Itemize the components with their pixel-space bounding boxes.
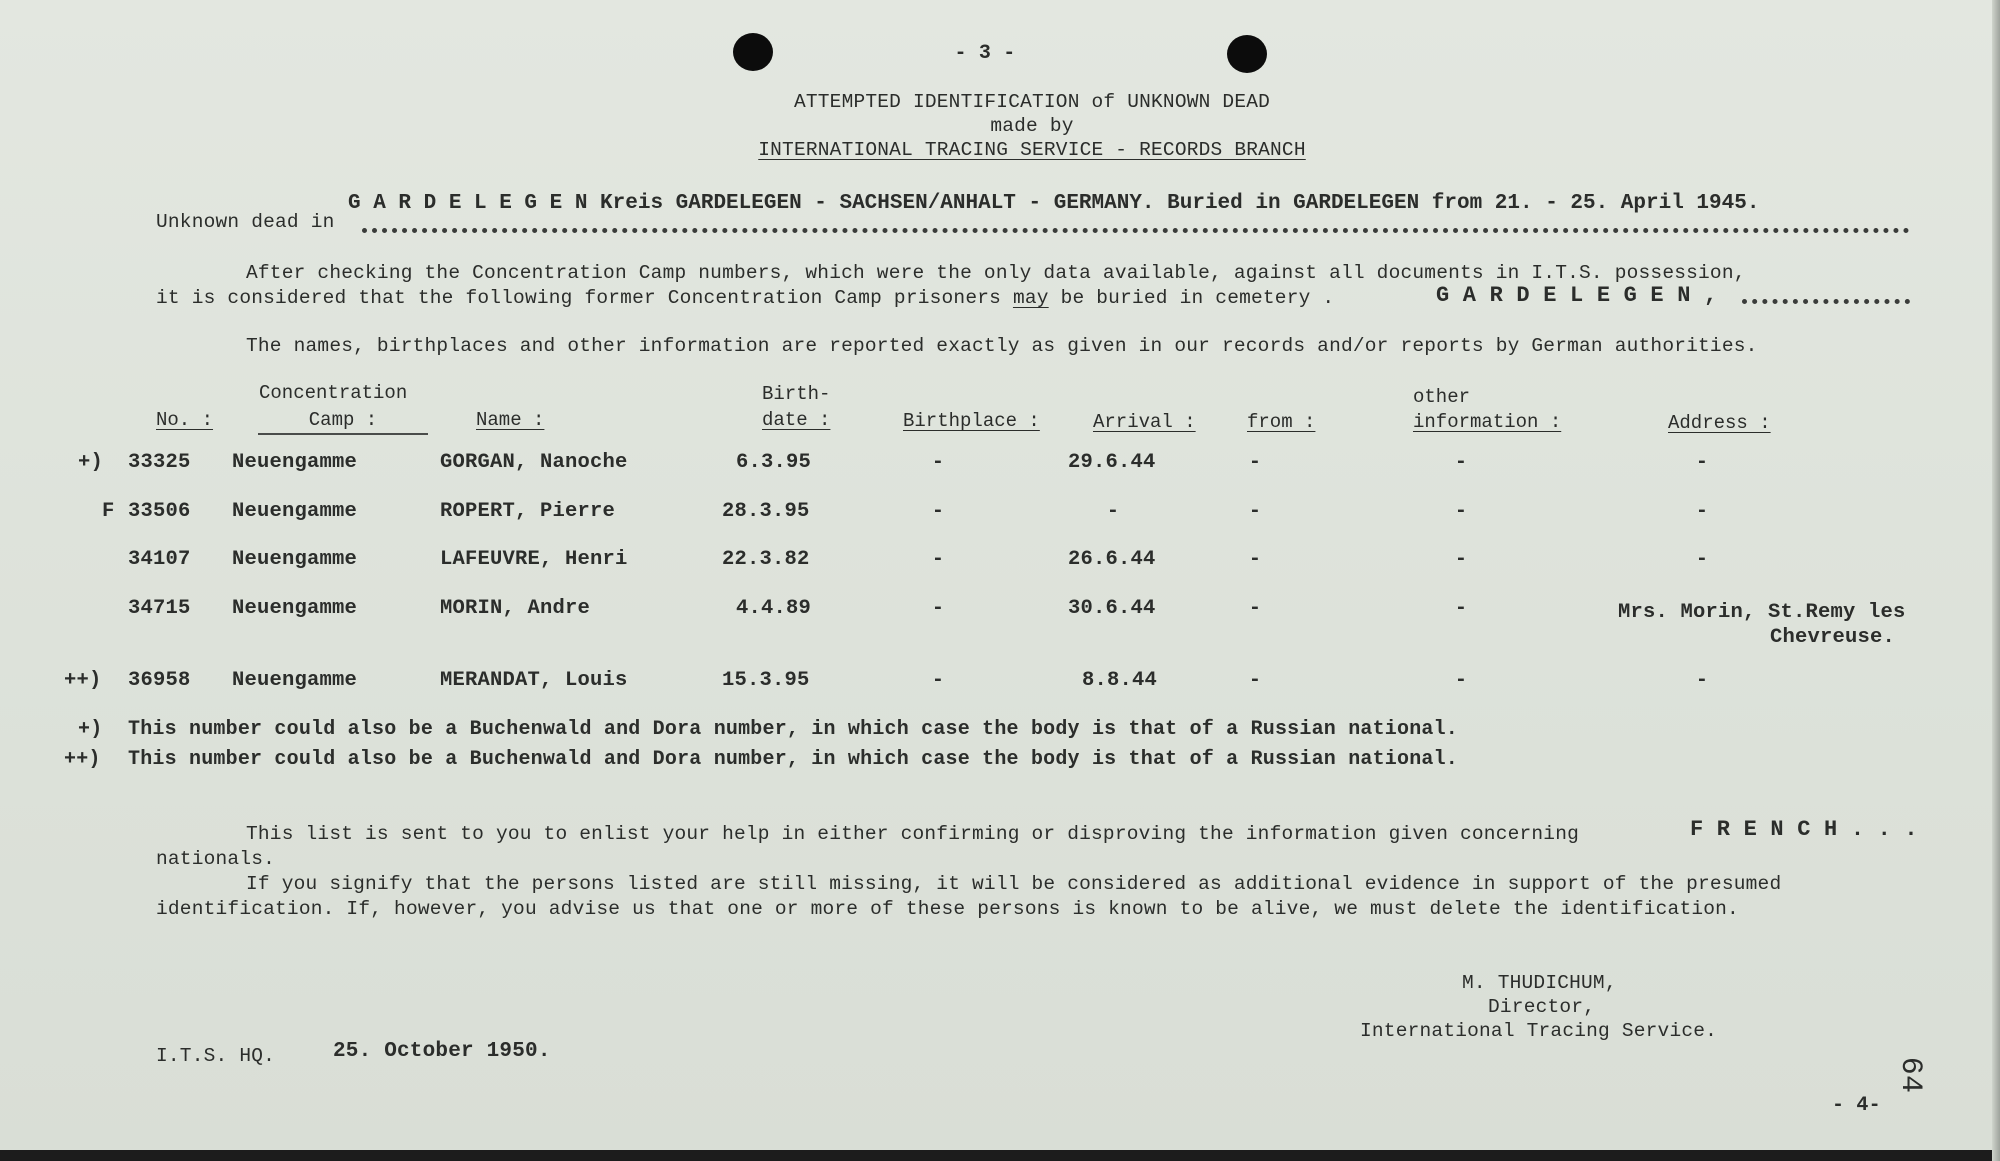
header-other-top: other <box>1413 386 1471 408</box>
row-number: 34107 <box>128 548 191 571</box>
row-name: MORIN, Andre <box>440 597 591 620</box>
row-name: LAFEUVRE, Henri <box>440 548 628 571</box>
row-from: - <box>1248 500 1262 523</box>
footnote-mark: +) <box>78 718 103 741</box>
header-name: Name : <box>476 409 545 431</box>
closing-nationality: F R E N C H . . . <box>1690 817 1918 842</box>
row-camp: Neuengamme <box>232 548 358 571</box>
page-number: - 3 - <box>954 42 1016 65</box>
signature-name: M. THUDICHUM, <box>1462 972 1617 994</box>
header-birthdate: date : <box>762 409 831 431</box>
row-camp: Neuengamme <box>232 451 358 474</box>
row-arrival: 30.6.44 <box>1068 597 1156 620</box>
header-from: from : <box>1247 411 1316 433</box>
row-birthdate: 22.3.82 <box>722 548 810 571</box>
row-number: 36958 <box>128 669 191 692</box>
title-line-1: ATTEMPTED IDENTIFICATION of UNKNOWN DEAD <box>793 91 1271 113</box>
row-from: - <box>1248 597 1262 620</box>
signature-org: International Tracing Service. <box>1360 1020 1718 1042</box>
row-camp: Neuengamme <box>232 597 358 620</box>
scan-border-right <box>1992 0 2000 1161</box>
row-address: Mrs. Morin, St.Remy les <box>1618 601 1906 624</box>
header-birthplace: Birthplace : <box>903 410 1040 432</box>
row-arrival: 8.8.44 <box>1082 669 1158 692</box>
intro-line-1: After checking the Concentration Camp numbers, which were the only data available, against all documents in I.T.S. possession, <box>246 262 1746 284</box>
row-name: GORGAN, Nanoche <box>440 451 628 474</box>
closing-line-4: identification. If, however, you advise us that one or more of these persons is known to be alive, we must delete the identification. <box>156 898 1739 920</box>
scan-border-bottom <box>0 1150 2000 1161</box>
row-birthplace: - <box>931 669 945 692</box>
header-address: Address : <box>1668 412 1771 434</box>
row-from: - <box>1248 451 1262 474</box>
header-camp-top: Concentration <box>259 382 408 404</box>
row-camp: Neuengamme <box>232 669 358 692</box>
closing-line-2: nationals. <box>156 848 276 870</box>
row-address-line-2: Chevreuse. <box>1770 626 1896 649</box>
row-camp: Neuengamme <box>232 500 358 523</box>
issue-place: I.T.S. HQ. <box>156 1045 276 1067</box>
header-arrival: Arrival : <box>1093 411 1196 433</box>
row-other: - <box>1454 500 1468 523</box>
row-arrival: 29.6.44 <box>1068 451 1156 474</box>
row-other: - <box>1454 451 1468 474</box>
signature-title: Director, <box>1488 996 1596 1018</box>
row-address: - <box>1695 548 1709 571</box>
row-from: - <box>1248 548 1262 571</box>
sheet-number: 64 <box>1893 1056 1928 1094</box>
cemetery-dotted-line <box>1742 297 1910 304</box>
closing-line-1: This list is sent to you to enlist your help in either confirming or disproving the information given concerning <box>246 823 1580 845</box>
row-name: ROPERT, Pierre <box>440 500 616 523</box>
row-other: - <box>1454 548 1468 571</box>
title-line-3: INTERNATIONAL TRACING SERVICE - RECORDS BRANCH <box>758 139 1306 161</box>
row-birthdate: 4.4.89 <box>736 597 812 620</box>
row-mark: +) <box>78 451 104 474</box>
row-arrival: - <box>1106 500 1120 523</box>
closing-line-3: If you signify that the persons listed are still missing, it will be considered as additional evidence in support of the presumed <box>246 873 1782 895</box>
row-address: - <box>1695 451 1709 474</box>
location-label: Unknown dead in <box>156 211 335 233</box>
row-arrival: 26.6.44 <box>1068 548 1156 571</box>
row-number: 33506 <box>128 500 191 523</box>
location-value: G A R D E L E G E N Kreis GARDELEGEN - SACHSEN/ANHALT - GERMANY. Buried in GARDELEGEN from 21. - 25. April 1945. <box>348 192 1760 215</box>
row-number: 34715 <box>128 597 191 620</box>
location-dotted-line <box>362 226 1910 233</box>
row-name: MERANDAT, Louis <box>440 669 628 692</box>
row-address: - <box>1695 500 1709 523</box>
intro-line-2: it is considered that the following former Concentration Camp prisoners may be buried in cemetery . <box>156 287 1335 309</box>
header-other: information : <box>1413 411 1562 433</box>
row-birthdate: 28.3.95 <box>722 500 810 523</box>
row-birthplace: - <box>931 500 945 523</box>
header-no: No. : <box>156 409 214 431</box>
next-page-marker: - 4- <box>1832 1094 1881 1117</box>
row-mark: F <box>102 500 115 523</box>
title-line-2: made by <box>990 115 1074 137</box>
footnote-mark: ++) <box>64 748 101 771</box>
row-other: - <box>1454 669 1468 692</box>
row-birthplace: - <box>931 548 945 571</box>
cemetery-name: G A R D E L E G E N , <box>1436 283 1718 308</box>
header-camp: Camp : <box>258 409 428 435</box>
footnote-text: This number could also be a Buchenwald and Dora number, in which case the body is that of a Russian national. <box>128 748 1459 771</box>
header-birth-top: Birth- <box>762 383 831 405</box>
row-number: 33325 <box>128 451 191 474</box>
intro-line-3: The names, birthplaces and other information are reported exactly as given in our records and/or reports by German authorities. <box>246 335 1758 357</box>
row-mark: ++) <box>64 669 102 692</box>
punch-hole-left <box>733 33 773 71</box>
punch-hole-right <box>1227 35 1267 73</box>
issue-date: 25. October 1950. <box>333 1040 551 1063</box>
row-other: - <box>1454 597 1468 620</box>
row-from: - <box>1248 669 1262 692</box>
row-birthplace: - <box>931 451 945 474</box>
row-address: - <box>1695 669 1709 692</box>
row-birthdate: 6.3.95 <box>736 451 812 474</box>
row-birthdate: 15.3.95 <box>722 669 810 692</box>
row-birthplace: - <box>931 597 945 620</box>
footnote-text: This number could also be a Buchenwald and Dora number, in which case the body is that of a Russian national. <box>128 718 1459 741</box>
